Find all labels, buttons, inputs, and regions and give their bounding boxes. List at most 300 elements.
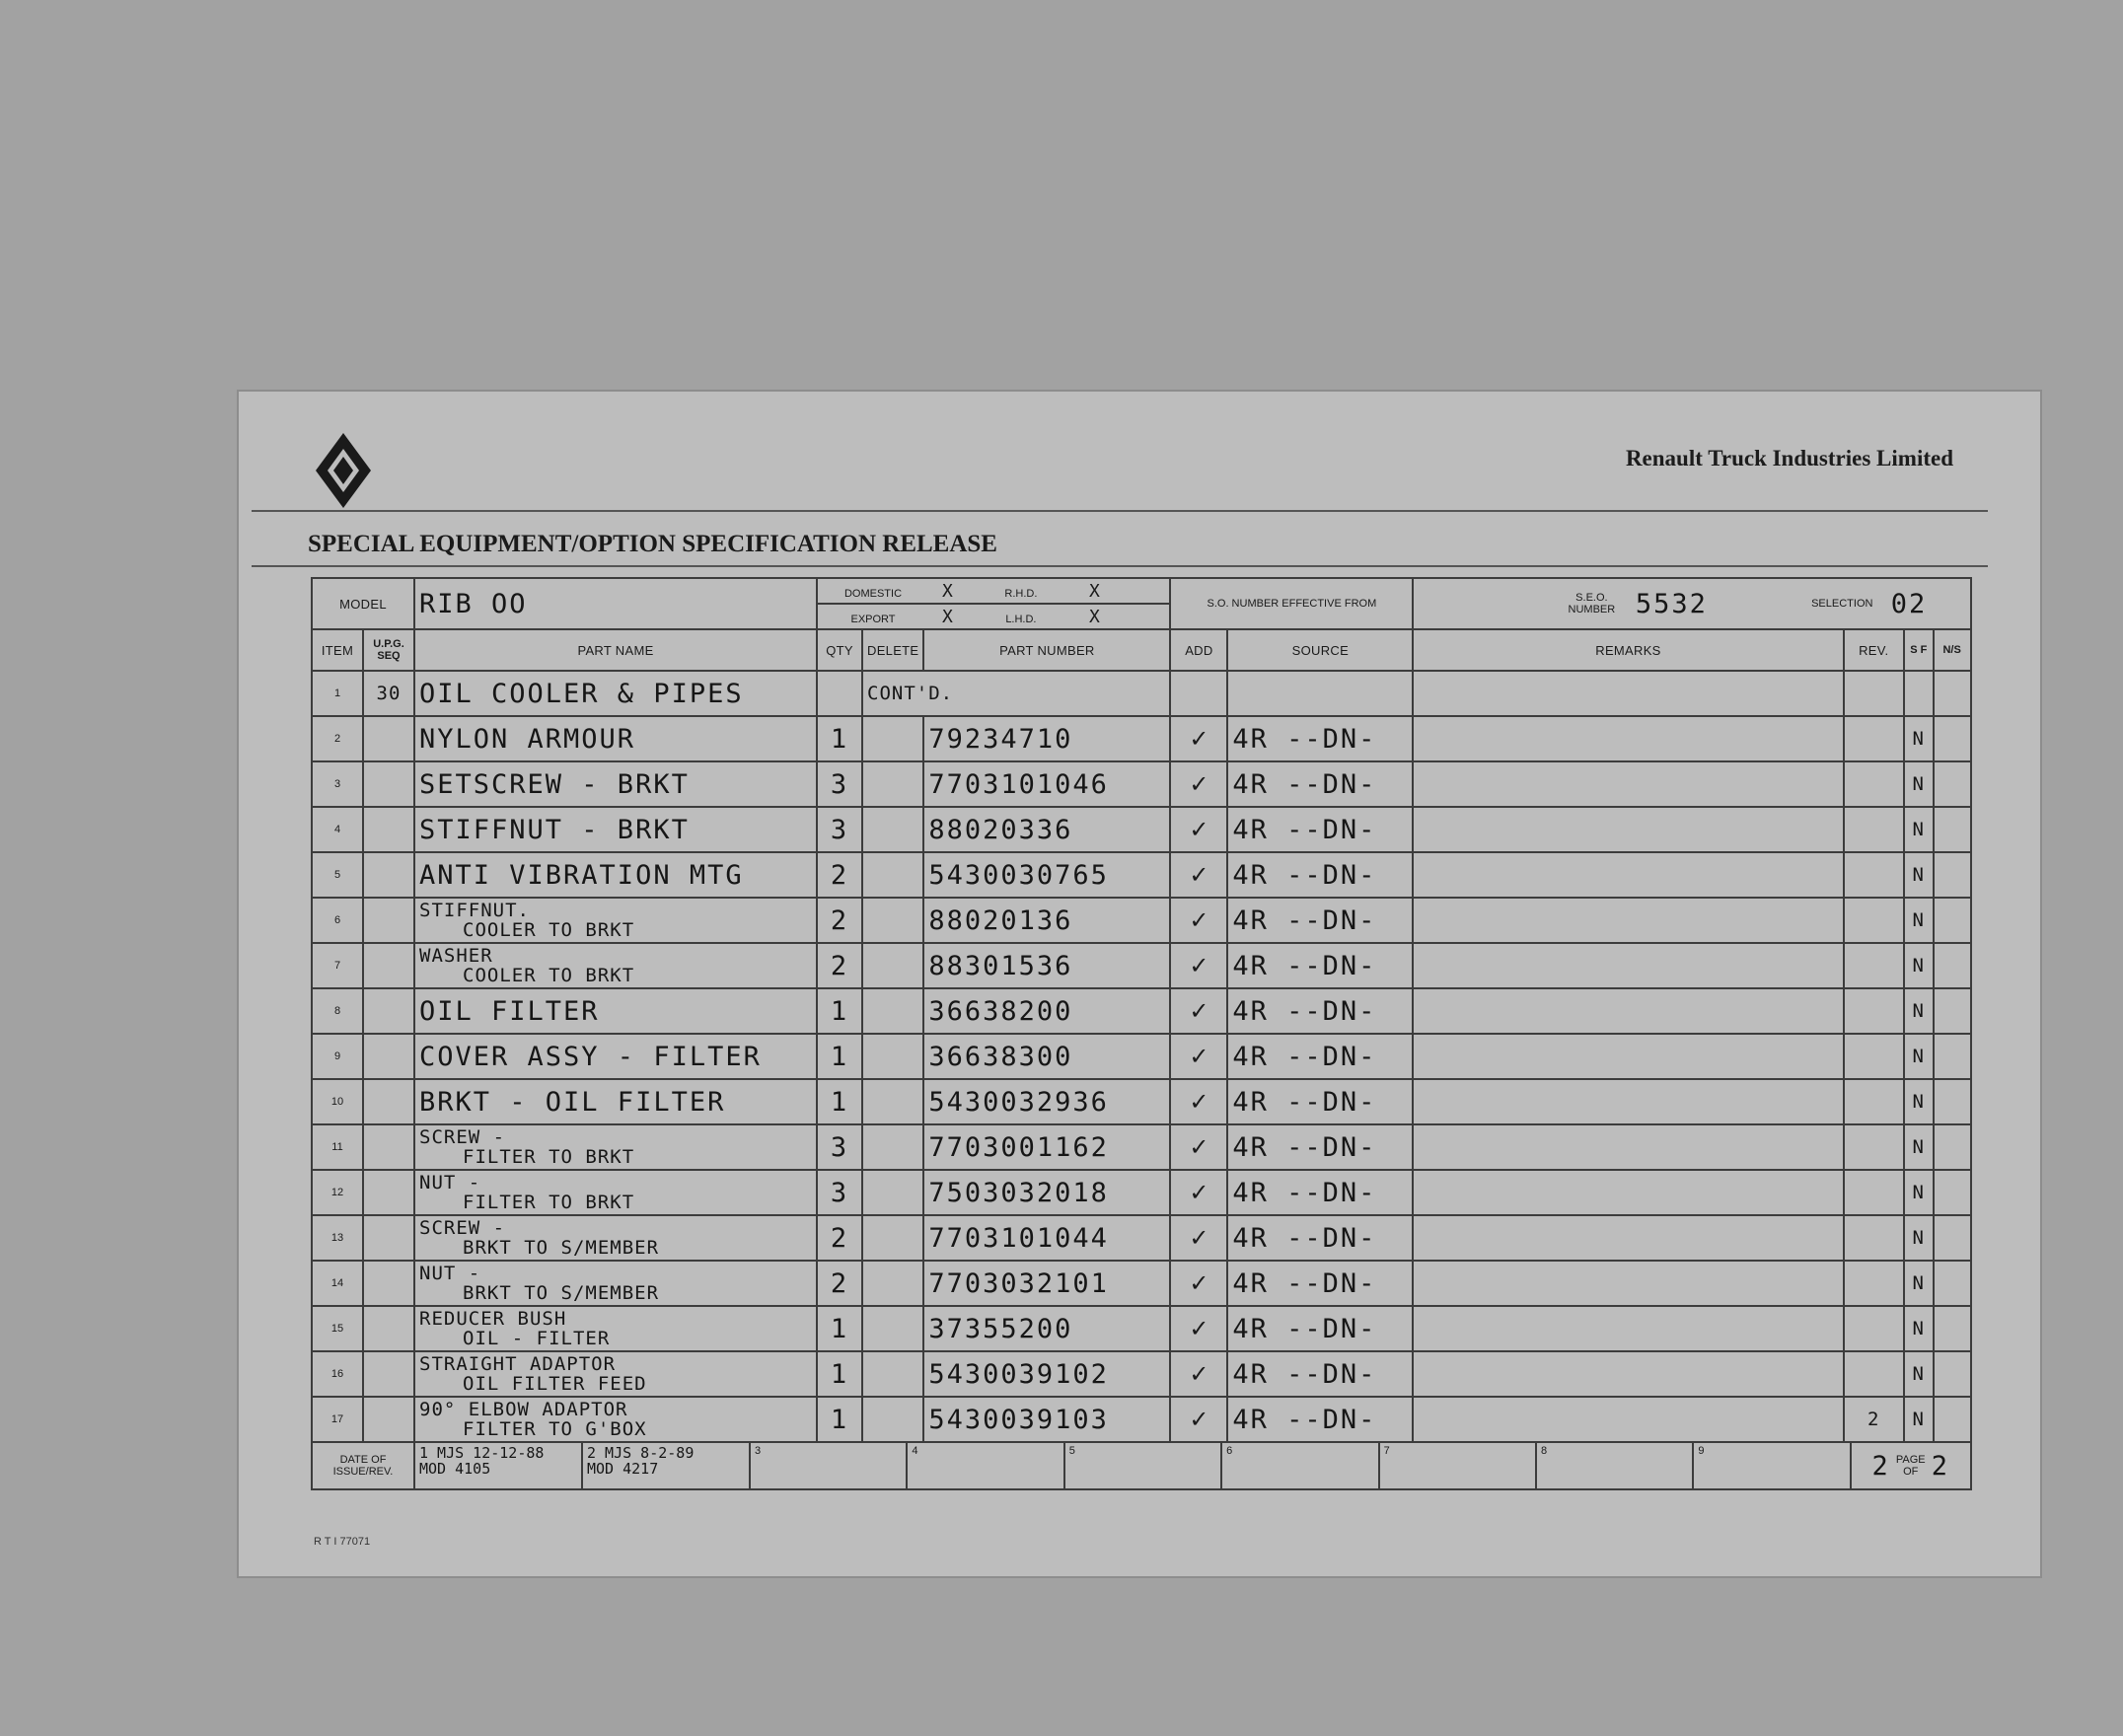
part-name-main: NUT - (419, 1172, 481, 1194)
extra-cell (1934, 1306, 1971, 1351)
specification-sheet (237, 390, 2042, 1578)
col-add: ADD (1170, 629, 1227, 671)
add-tick: ✓ (1170, 943, 1227, 988)
revision (1844, 1351, 1904, 1397)
item-number: 15 (312, 1306, 363, 1351)
seo-cell (1413, 578, 1970, 629)
add-tick: ✓ (1170, 1397, 1227, 1442)
part-name-main: 90° ELBOW ADAPTOR (419, 1399, 628, 1420)
part-number: 7503032018 (923, 1170, 1170, 1215)
delete-cell (862, 716, 923, 761)
extra-cell (1934, 1215, 1971, 1261)
sf-flag: N (1904, 852, 1934, 898)
quantity: 1 (817, 988, 862, 1034)
part-name-main: NYLON ARMOUR (419, 723, 636, 755)
sf-flag: N (1904, 943, 1934, 988)
issue-slot-6: 6 (1222, 1443, 1379, 1488)
remarks (1413, 716, 1843, 761)
remarks (1413, 1034, 1843, 1079)
delete-cell (862, 1306, 923, 1351)
extra-cell (1934, 1124, 1971, 1170)
part-number: 5430039103 (923, 1397, 1170, 1442)
upg-seq (363, 1351, 414, 1397)
source: 4R --DN- (1227, 1079, 1413, 1124)
part-name-main: WASHER (419, 945, 493, 967)
extra-cell (1934, 716, 1971, 761)
part-name (414, 898, 817, 943)
part-name-detail: COOLER TO BRKT (463, 919, 635, 941)
item-number: 17 (312, 1397, 363, 1442)
quantity: 3 (817, 1170, 862, 1215)
item-number: 7 (312, 943, 363, 988)
part-number: 88020336 (923, 807, 1170, 852)
part-name-main: OIL FILTER (419, 995, 600, 1027)
source: 4R --DN- (1227, 1034, 1413, 1079)
extra-cell (1934, 1034, 1971, 1079)
issue-slot-4: 4 (908, 1443, 1064, 1488)
quantity: 1 (817, 1079, 862, 1124)
add-tick: ✓ (1170, 1261, 1227, 1306)
delete-cell (862, 852, 923, 898)
company-name: Renault Truck Industries Limited (1625, 446, 1953, 470)
quantity: 1 (817, 1351, 862, 1397)
table-row (312, 1170, 1971, 1215)
col-sf: S F (1904, 629, 1934, 671)
part-name-detail: BRKT TO S/MEMBER (463, 1237, 660, 1259)
sf-flag: N (1904, 1124, 1934, 1170)
quantity: 3 (817, 1124, 862, 1170)
part-name (414, 1079, 817, 1124)
source: 4R --DN- (1227, 943, 1413, 988)
upg-seq (363, 1215, 414, 1261)
part-name (414, 1034, 817, 1079)
seo-number-value: 5532 (1635, 588, 1708, 619)
quantity (817, 671, 862, 716)
table-row (312, 761, 1971, 807)
col-source: SOURCE (1227, 629, 1413, 671)
part-number: 5430030765 (923, 852, 1170, 898)
revision (1844, 988, 1904, 1034)
upg-seq (363, 807, 414, 852)
issue-1-date: 1 MJS 12-12-88 (419, 1444, 545, 1462)
table-row (312, 943, 1971, 988)
part-number: 7703101046 (923, 761, 1170, 807)
part-name (414, 761, 817, 807)
page-number: 2 (1871, 1450, 1890, 1482)
part-number: 79234710 (923, 716, 1170, 761)
source (1227, 671, 1413, 716)
part-number: 88301536 (923, 943, 1170, 988)
domestic-rhd-cell (817, 578, 1170, 604)
selection-value: 02 (1890, 588, 1928, 619)
quantity: 2 (817, 852, 862, 898)
part-name-detail: BRKT TO S/MEMBER (463, 1282, 660, 1304)
revision (1844, 1170, 1904, 1215)
add-tick: ✓ (1170, 807, 1227, 852)
upg-seq (363, 1306, 414, 1351)
source: 4R --DN- (1227, 1397, 1413, 1442)
rhd-label: R.H.D. (1004, 587, 1038, 600)
part-name (414, 716, 817, 761)
add-tick: ✓ (1170, 1079, 1227, 1124)
col-upg-seq: U.P.G. SEQ (363, 629, 414, 671)
add-tick: ✓ (1170, 1306, 1227, 1351)
part-name-detail: OIL FILTER FEED (463, 1373, 647, 1395)
item-number: 16 (312, 1351, 363, 1397)
revision: 2 (1844, 1397, 1904, 1442)
issue-1-mod: MOD 4105 (419, 1460, 491, 1478)
item-number: 6 (312, 898, 363, 943)
item-rows (312, 671, 1971, 1442)
lhd-label: L.H.D. (1005, 613, 1037, 625)
delete-cell: CONT'D. (862, 671, 1170, 716)
add-tick: ✓ (1170, 761, 1227, 807)
model-value: RIB OO (414, 578, 817, 629)
selection-label: SELECTION (1811, 598, 1873, 610)
part-name-detail: FILTER TO BRKT (463, 1146, 635, 1168)
part-name-detail: FILTER TO G'BOX (463, 1418, 647, 1440)
table-row (312, 1306, 1971, 1351)
revision (1844, 1261, 1904, 1306)
upg-seq (363, 943, 414, 988)
issue-slot-7: 7 (1380, 1443, 1537, 1488)
quantity: 1 (817, 716, 862, 761)
part-number: 37355200 (923, 1306, 1170, 1351)
remarks (1413, 1397, 1843, 1442)
revision (1844, 807, 1904, 852)
export-label: EXPORT (850, 613, 896, 625)
header-rule (252, 510, 1988, 512)
sf-flag: N (1904, 1215, 1934, 1261)
part-name-detail: OIL - FILTER (463, 1328, 611, 1349)
upg-seq: 30 (363, 671, 414, 716)
delete-cell (862, 1124, 923, 1170)
sf-flag: N (1904, 1034, 1934, 1079)
add-tick: ✓ (1170, 852, 1227, 898)
quantity: 1 (817, 1306, 862, 1351)
upg-seq (363, 716, 414, 761)
part-name (414, 807, 817, 852)
lhd-mark: X (1088, 606, 1100, 627)
extra-cell (1934, 1351, 1971, 1397)
add-tick: ✓ (1170, 1215, 1227, 1261)
remarks (1413, 943, 1843, 988)
issue-row (312, 1442, 1971, 1489)
remarks (1413, 988, 1843, 1034)
part-name-detail: FILTER TO BRKT (463, 1192, 635, 1213)
revision (1844, 898, 1904, 943)
part-name-main: SETSCREW - BRKT (419, 768, 690, 800)
revision (1844, 852, 1904, 898)
item-number: 14 (312, 1261, 363, 1306)
table-row (312, 1397, 1971, 1442)
column-header-row (312, 629, 1971, 671)
issue-slot-2 (583, 1443, 751, 1488)
delete-cell (862, 761, 923, 807)
table-row (312, 898, 1971, 943)
source: 4R --DN- (1227, 852, 1413, 898)
col-extra: N/S (1934, 629, 1971, 671)
item-number: 5 (312, 852, 363, 898)
col-part-name: PART NAME (414, 629, 817, 671)
sf-flag: N (1904, 1079, 1934, 1124)
delete-cell (862, 1170, 923, 1215)
remarks (1413, 1215, 1843, 1261)
empty-issue-slots (751, 1443, 1852, 1488)
remarks (1413, 1351, 1843, 1397)
remarks (1413, 1170, 1843, 1215)
extra-cell (1934, 1261, 1971, 1306)
seo-number-label: S.E.O. NUMBER (1568, 592, 1616, 615)
table-row (312, 1351, 1971, 1397)
remarks (1413, 1261, 1843, 1306)
col-qty: QTY (817, 629, 862, 671)
item-number: 12 (312, 1170, 363, 1215)
remarks (1413, 898, 1843, 943)
table-row (312, 852, 1971, 898)
part-number: 5430032936 (923, 1079, 1170, 1124)
so-number-label: S.O. NUMBER EFFECTIVE FROM (1170, 578, 1413, 629)
issue-2-mod: MOD 4217 (587, 1460, 659, 1478)
sf-flag: N (1904, 761, 1934, 807)
source: 4R --DN- (1227, 1124, 1413, 1170)
part-name (414, 988, 817, 1034)
source: 4R --DN- (1227, 1351, 1413, 1397)
item-number: 9 (312, 1034, 363, 1079)
sf-flag: N (1904, 1397, 1934, 1442)
upg-seq (363, 988, 414, 1034)
part-number: 7703032101 (923, 1261, 1170, 1306)
delete-cell (862, 1034, 923, 1079)
extra-cell (1934, 852, 1971, 898)
sf-flag: N (1904, 716, 1934, 761)
part-number: 36638200 (923, 988, 1170, 1034)
part-name (414, 1306, 817, 1351)
table-row (312, 1261, 1971, 1306)
part-name-detail: COOLER TO BRKT (463, 965, 635, 986)
page-of-label: PAGE OF (1895, 1454, 1926, 1478)
revision (1844, 943, 1904, 988)
quantity: 1 (817, 1034, 862, 1079)
form-identifier: R T I 77071 (314, 1536, 371, 1548)
table-row (312, 1079, 1971, 1124)
page-total: 2 (1931, 1450, 1949, 1482)
model-label: MODEL (312, 578, 414, 629)
revision (1844, 671, 1904, 716)
source: 4R --DN- (1227, 807, 1413, 852)
part-number: 5430039102 (923, 1351, 1170, 1397)
quantity: 3 (817, 761, 862, 807)
col-part-number: PART NUMBER (923, 629, 1170, 671)
remarks (1413, 1079, 1843, 1124)
part-name-main: BRKT - OIL FILTER (419, 1086, 726, 1118)
document-title: SPECIAL EQUIPMENT/OPTION SPECIFICATION RELEASE (308, 531, 997, 557)
revision (1844, 1306, 1904, 1351)
part-name-main: REDUCER BUSH (419, 1308, 567, 1330)
quantity: 2 (817, 943, 862, 988)
part-name (414, 1124, 817, 1170)
revision (1844, 1215, 1904, 1261)
part-name-main: NUT - (419, 1263, 481, 1284)
date-of-issue-label: DATE OF ISSUE/REV. (312, 1442, 414, 1489)
part-name (414, 1351, 817, 1397)
title-rule (252, 565, 1988, 567)
col-item: ITEM (312, 629, 363, 671)
source: 4R --DN- (1227, 988, 1413, 1034)
source: 4R --DN- (1227, 898, 1413, 943)
delete-cell (862, 1261, 923, 1306)
issue-slots (414, 1442, 1971, 1489)
delete-cell (862, 943, 923, 988)
sf-flag: N (1904, 988, 1934, 1034)
add-tick: ✓ (1170, 716, 1227, 761)
sf-flag: N (1904, 807, 1934, 852)
item-number: 3 (312, 761, 363, 807)
sf-flag: N (1904, 1170, 1934, 1215)
domestic-label: DOMESTIC (843, 587, 903, 600)
add-tick: ✓ (1170, 1034, 1227, 1079)
delete-cell (862, 898, 923, 943)
delete-cell (862, 1215, 923, 1261)
col-remarks: REMARKS (1413, 629, 1843, 671)
table-row (312, 1215, 1971, 1261)
upg-seq (363, 1397, 414, 1442)
extra-cell (1934, 671, 1971, 716)
model-row (312, 578, 1971, 604)
remarks (1413, 1306, 1843, 1351)
revision (1844, 716, 1904, 761)
remarks (1413, 1124, 1843, 1170)
delete-cell (862, 1351, 923, 1397)
upg-seq (363, 1034, 414, 1079)
extra-cell (1934, 898, 1971, 943)
part-name-main: SCREW - (419, 1126, 506, 1148)
part-name-main: ANTI VIBRATION MTG (419, 859, 744, 891)
item-number: 2 (312, 716, 363, 761)
table-row (312, 807, 1971, 852)
item-number: 8 (312, 988, 363, 1034)
quantity: 2 (817, 1215, 862, 1261)
part-name-main: STIFFNUT. (419, 900, 530, 921)
add-tick: ✓ (1170, 1170, 1227, 1215)
part-name-main: COVER ASSY - FILTER (419, 1041, 762, 1072)
item-number: 13 (312, 1215, 363, 1261)
upg-seq (363, 852, 414, 898)
source: 4R --DN- (1227, 1215, 1413, 1261)
part-name-main: OIL COOLER & PIPES (419, 678, 744, 709)
table-row (312, 988, 1971, 1034)
remarks (1413, 807, 1843, 852)
issue-slot-3: 3 (751, 1443, 908, 1488)
add-tick (1170, 671, 1227, 716)
upg-seq (363, 1261, 414, 1306)
revision (1844, 761, 1904, 807)
source: 4R --DN- (1227, 716, 1413, 761)
upg-seq (363, 761, 414, 807)
upg-seq (363, 1079, 414, 1124)
add-tick: ✓ (1170, 988, 1227, 1034)
item-number: 11 (312, 1124, 363, 1170)
source: 4R --DN- (1227, 1170, 1413, 1215)
part-name (414, 943, 817, 988)
part-name (414, 852, 817, 898)
sf-flag: N (1904, 898, 1934, 943)
table-row (312, 1034, 1971, 1079)
export-mark: X (942, 606, 953, 627)
upg-seq (363, 1170, 414, 1215)
item-number: 1 (312, 671, 363, 716)
issue-2-date: 2 MJS 8-2-89 (587, 1444, 695, 1462)
export-lhd-cell (817, 604, 1170, 629)
page-indicator (1852, 1443, 1970, 1488)
add-tick: ✓ (1170, 898, 1227, 943)
issue-slot-8: 8 (1537, 1443, 1694, 1488)
issue-slot-5: 5 (1065, 1443, 1222, 1488)
part-name-main: STRAIGHT ADAPTOR (419, 1353, 617, 1375)
add-tick: ✓ (1170, 1124, 1227, 1170)
sf-flag: N (1904, 1351, 1934, 1397)
source: 4R --DN- (1227, 1306, 1413, 1351)
table-row (312, 716, 1971, 761)
quantity: 3 (817, 807, 862, 852)
quantity: 2 (817, 1261, 862, 1306)
item-number: 10 (312, 1079, 363, 1124)
source: 4R --DN- (1227, 1261, 1413, 1306)
extra-cell (1934, 1170, 1971, 1215)
delete-cell (862, 1397, 923, 1442)
part-name-main: SCREW - (419, 1217, 506, 1239)
table-row (312, 671, 1971, 716)
issue-slot-1 (415, 1443, 583, 1488)
domestic-mark: X (942, 580, 953, 602)
part-name (414, 1261, 817, 1306)
renault-logo-icon (314, 431, 373, 510)
table-row (312, 1124, 1971, 1170)
sf-flag (1904, 671, 1934, 716)
source: 4R --DN- (1227, 761, 1413, 807)
extra-cell (1934, 943, 1971, 988)
extra-cell (1934, 988, 1971, 1034)
part-name (414, 1215, 817, 1261)
item-number: 4 (312, 807, 363, 852)
revision (1844, 1079, 1904, 1124)
col-rev: REV. (1844, 629, 1904, 671)
part-number: 88020136 (923, 898, 1170, 943)
quantity: 2 (817, 898, 862, 943)
sf-flag: N (1904, 1306, 1934, 1351)
specification-table (311, 577, 1972, 1490)
extra-cell (1934, 761, 1971, 807)
upg-seq (363, 1124, 414, 1170)
delete-cell (862, 807, 923, 852)
part-name (414, 1170, 817, 1215)
quantity: 1 (817, 1397, 862, 1442)
extra-cell (1934, 1079, 1971, 1124)
extra-cell (1934, 1397, 1971, 1442)
part-number: 7703001162 (923, 1124, 1170, 1170)
delete-cell (862, 1079, 923, 1124)
part-name (414, 1397, 817, 1442)
part-name (414, 671, 817, 716)
issue-slot-9: 9 (1694, 1443, 1851, 1488)
remarks (1413, 761, 1843, 807)
part-number: 36638300 (923, 1034, 1170, 1079)
part-number: 7703101044 (923, 1215, 1170, 1261)
revision (1844, 1124, 1904, 1170)
remarks (1413, 671, 1843, 716)
delete-cell (862, 988, 923, 1034)
upg-seq (363, 898, 414, 943)
